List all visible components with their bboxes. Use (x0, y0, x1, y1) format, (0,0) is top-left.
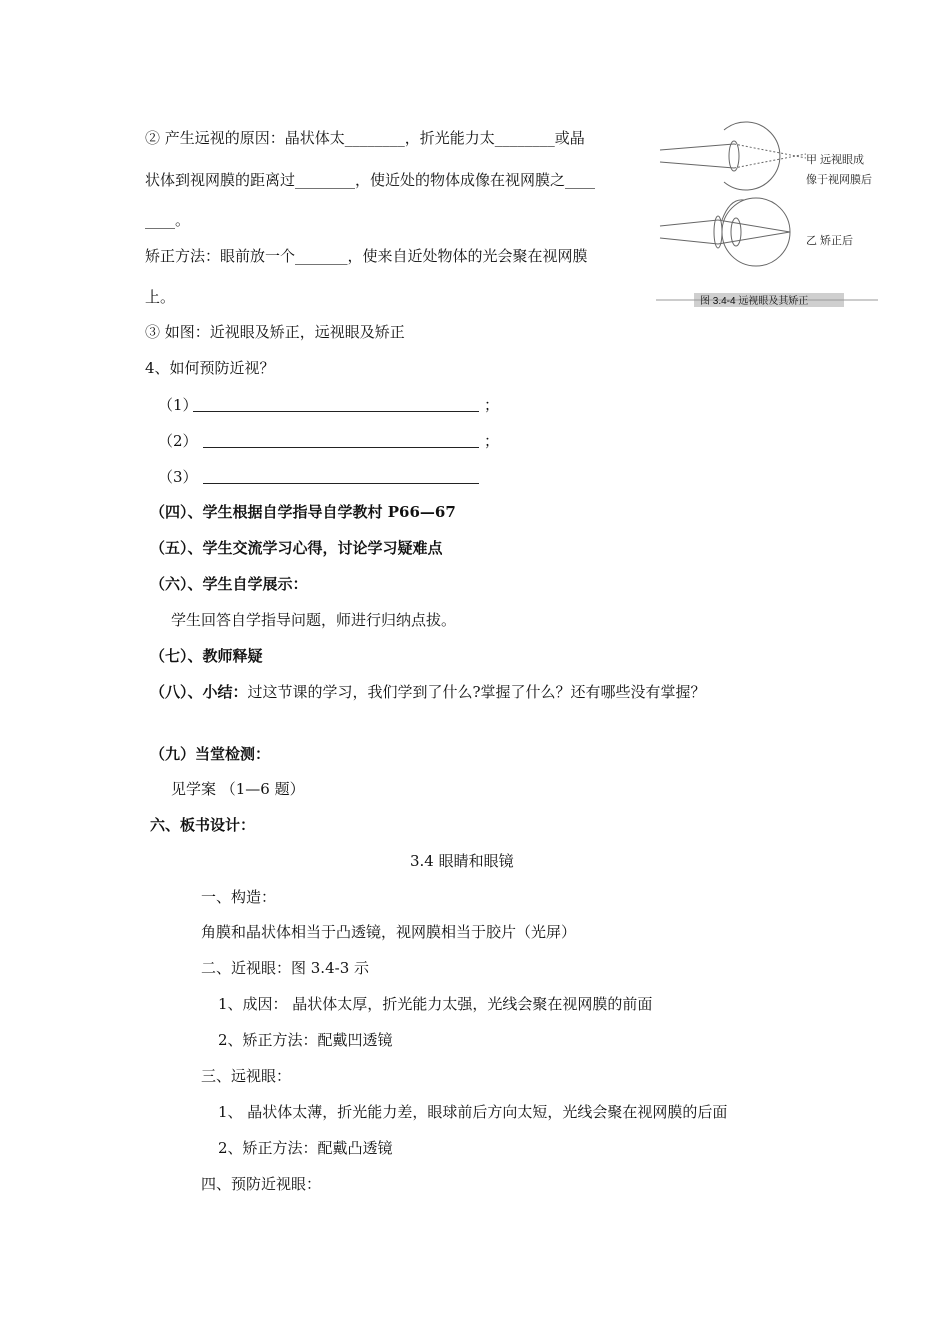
q4-item-suffix: ； (484, 432, 500, 450)
board-line: 四、预防近视眼： (201, 1175, 322, 1193)
q4-item-number: （2） (158, 432, 198, 450)
eye-a-illustration (660, 122, 806, 190)
answer-line (193, 411, 479, 412)
board-line: 三、远视眼： (201, 1067, 292, 1085)
correction-line-2: 上。 (145, 288, 176, 306)
board-line: 1、成因： 晶状体太厚，折光能力太强，光线会聚在视网膜的前面 (218, 995, 653, 1013)
hyperopia-figure (656, 120, 878, 312)
board-line: 二、近视眼：图 3.4-3 示 (201, 959, 370, 977)
step-8-heading: （八）、小结： (150, 683, 248, 701)
reason-line-3: ____。 (145, 211, 191, 229)
correction-line-1: 矫正方法：眼前放一个_______，使来自近处物体的光会聚在视网膜 (145, 247, 588, 265)
q4-item-number: （1） (158, 396, 198, 414)
step-6-heading: （六）、学生自学展示： (150, 575, 308, 593)
figure-label-a2: 像于视网膜后 (806, 174, 872, 186)
figure-reference: ③ 如图：近视眼及矫正，远视眼及矫正 (145, 323, 405, 341)
q4-item-number: （3） (158, 468, 198, 486)
step-8-line (150, 682, 706, 702)
board-title: 3.4 眼睛和眼镜 (410, 852, 514, 870)
answer-line (203, 483, 479, 484)
board-heading: 六、板书设计： (150, 816, 256, 834)
figure-caption: 图 3.4-4 远视眼及其矫正 (700, 296, 809, 307)
step-9-heading: （九）当堂检测： (150, 745, 271, 763)
q4-title: 4、如何预防近视？ (145, 359, 275, 377)
board-line: 2、矫正方法：配戴凸透镜 (218, 1139, 393, 1157)
step-8-body: 过这节课的学习，我们学到了什么?掌握了什么？还有哪些没有掌握？ (247, 683, 706, 701)
eye-diagram (656, 120, 878, 312)
step-7-heading: （七）、教师释疑 (150, 647, 263, 665)
board-line: 角膜和晶状体相当于凸透镜，视网膜相当于胶片（光屏） (201, 923, 577, 941)
reason-line-2: 状体到视网膜的距离过________，使近处的物体成像在视网膜之____ (145, 171, 596, 189)
q4-item-suffix: ； (484, 396, 500, 414)
board-line: 2、矫正方法：配戴凹透镜 (218, 1031, 393, 1049)
answer-line (203, 447, 479, 448)
step-6-body: 学生回答自学指导问题，师进行归纳点拔。 (171, 611, 457, 629)
reason-line-1: ② 产生远视的原因：晶状体太________，折光能力太________或晶 (145, 129, 585, 147)
eye-b-illustration (660, 198, 790, 266)
step-5-heading: （五）、学生交流学习心得，讨论学习疑难点 (150, 539, 443, 557)
board-line: 一、构造： (201, 888, 277, 906)
board-line: 1、 晶状体太薄，折光能力差，眼球前后方向太短，光线会聚在视网膜的后面 (218, 1103, 728, 1121)
step-9-body: 见学案 （1—6 题） (171, 780, 305, 798)
figure-label-a1: 甲 远视眼成 (806, 154, 865, 166)
step-4-heading: （四）、学生根据自学指导自学教村 P66—67 (150, 503, 456, 521)
figure-label-b: 乙 矫正后 (806, 235, 854, 247)
